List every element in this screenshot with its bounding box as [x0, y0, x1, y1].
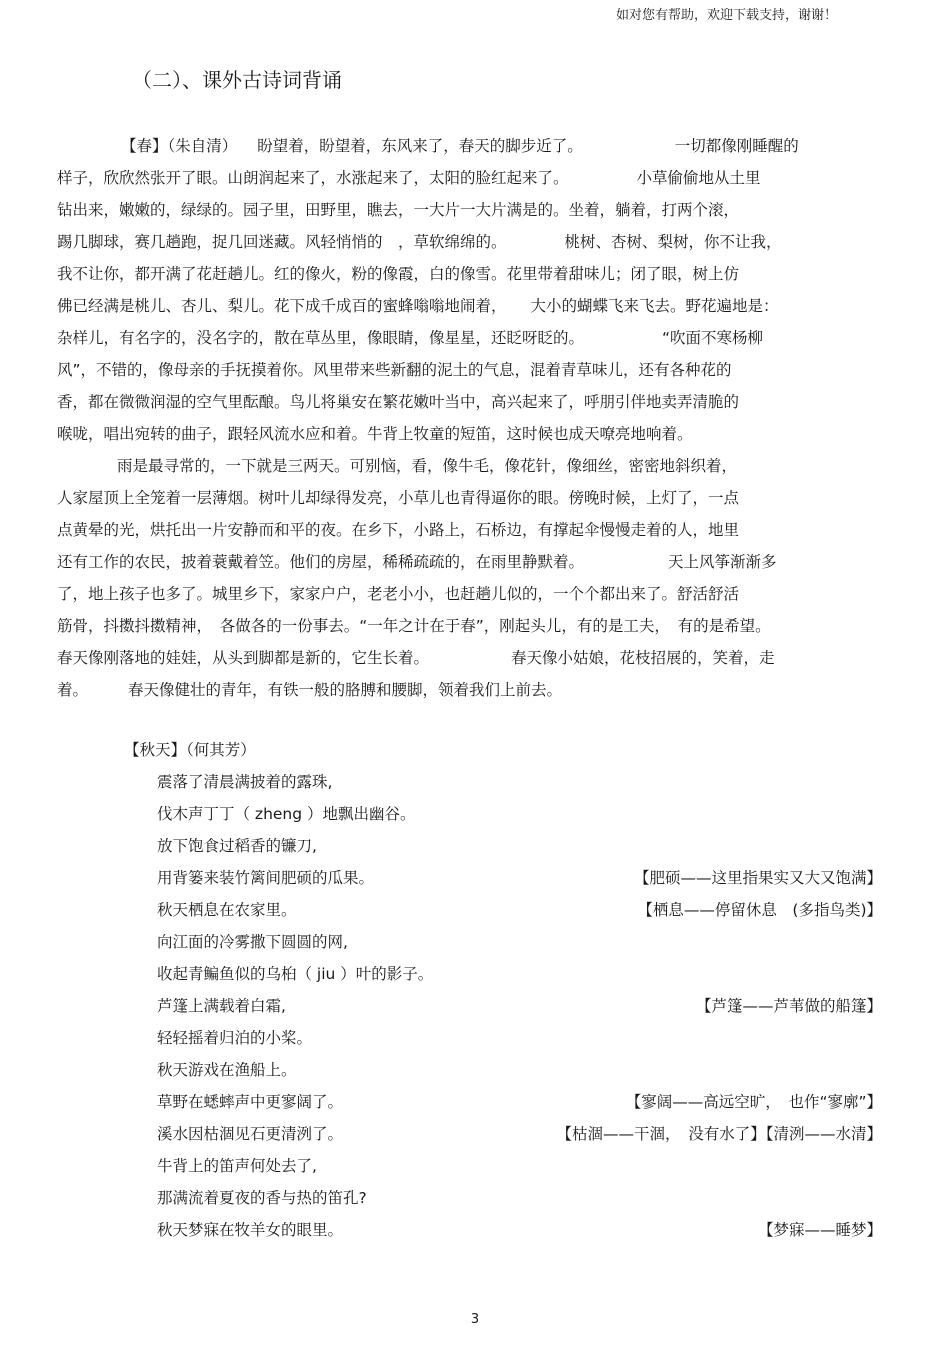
poem-line-text: 溪水因枯涸见石更清洌了。 — [157, 1125, 344, 1143]
chun-segment: 踢几脚球，赛几趟跑，捉几回迷藏。风轻悄悄的 ，草软绵绵的。 — [57, 233, 507, 251]
chun-segment: 钻出来，嫩嫩的，绿绿的。园子里，田野里，瞧去，一大片一大片满是的。坐着，躺着，打两个滚， — [57, 201, 740, 219]
chun-line — [57, 162, 893, 194]
chun-segment: 桃树、杏树、梨树，你不让我， — [564, 233, 782, 251]
poem-line-text: 收起青鳊鱼似的乌桕（ jiu ）叶的影子。 — [157, 965, 434, 983]
chun-line — [57, 674, 893, 706]
poem-line — [157, 864, 882, 896]
poem-line-text: 草野在蟋蟀声中更寥阔了。 — [157, 1093, 344, 1111]
qiutian-title: 【秋天】（何其芳） — [124, 741, 256, 759]
chun-segment: 了，地上孩子也多了。城里乡下，家家户户，老老小小，也赶趟儿似的，一个个都出来了。舒活舒活 — [57, 585, 740, 603]
chun-segment: 春天像刚落地的娃娃，从头到脚都是新的，它生长着。 — [57, 649, 430, 667]
chun-segment: 人家屋顶上全笼着一层薄烟。树叶儿却绿得发亮，小草儿也青得逼你的眼。傍晚时候，上灯了，一点 — [57, 489, 740, 507]
chun-segment: 天上风筝渐渐多 — [668, 553, 777, 571]
chun-line — [57, 290, 893, 322]
qiutian-poem — [157, 768, 882, 1248]
chun-segment: 杂样儿，有名字的，没名字的，散在草丛里，像眼睛，像星星，还眨呀眨的。 — [57, 329, 585, 347]
poem-annotation: 【肥硕——这里指果实又大又饱满】 — [633, 869, 882, 887]
chun-line — [57, 130, 893, 162]
poem-line-text: 用背篓来装竹篱间肥硕的瓜果。 — [157, 869, 375, 887]
poem-line — [157, 1216, 882, 1248]
poem-line — [157, 1024, 882, 1056]
poem-annotation: 【栖息——停留休息 (多指鸟类)】 — [637, 901, 882, 919]
poem-line-text: 秋天游戏在渔船上。 — [157, 1061, 297, 1079]
poem-annotation: 【寥阔——高远空旷， 也作“寥廓”】 — [625, 1093, 882, 1111]
chun-segment: 雨是最寻常的，一下就是三两天。可别恼，看，像牛毛，像花针，像细丝，密密地斜织着， — [117, 457, 738, 475]
chun-line — [57, 354, 893, 386]
chun-line — [57, 450, 893, 482]
chun-line — [57, 194, 893, 226]
poem-line-text: 秋天栖息在农家里。 — [157, 901, 297, 919]
chun-line — [57, 226, 893, 258]
chun-segment: 春天像小姑娘，花枝招展的，笑着，走 — [511, 649, 775, 667]
poem-line-text: 向江面的冷雾撒下圆圆的网, — [157, 933, 348, 951]
chun-segment: “吹面不寒杨柳 — [662, 329, 764, 347]
page-number: 3 — [470, 1312, 480, 1327]
poem-line-text: 秋天梦寐在牧羊女的眼里。 — [157, 1221, 344, 1239]
poem-line — [157, 832, 882, 864]
poem-line — [157, 1120, 882, 1152]
chun-segment: 大小的蝴蝶飞来飞去。野花遍地是： — [530, 297, 779, 315]
poem-line — [157, 960, 882, 992]
poem-line — [157, 1056, 882, 1088]
chun-line — [57, 258, 893, 290]
poem-line — [157, 1088, 882, 1120]
poem-line — [157, 896, 882, 928]
chun-segment: 小草偷偷地从土里 — [636, 169, 761, 187]
poem-line-text: 牛背上的笛声何处去了, — [157, 1157, 317, 1175]
chun-segment: 样子，欣欣然张开了眼。山朗润起来了，水涨起来了，太阳的脸红起来了。 — [57, 169, 569, 187]
poem-annotation: 【芦篷——芦苇做的船篷】 — [695, 997, 882, 1015]
chun-segment: 一切都像刚睡醒的 — [674, 137, 799, 155]
chun-line — [57, 546, 893, 578]
poem-line — [157, 800, 882, 832]
poem-annotation: 【枯涸——干涸， 没有水了】【清洌——水清】 — [556, 1125, 882, 1143]
poem-annotation: 【梦寐——睡梦】 — [757, 1221, 882, 1239]
poem-line-text: 震落了清晨满披着的露珠, — [157, 773, 333, 791]
poem-line — [157, 992, 882, 1024]
chun-segment: 香，都在微微润湿的空气里酝酿。鸟儿将巢安在繁花嫩叶当中，高兴起来了，呼朋引伴地卖弄清脆的 — [57, 393, 740, 411]
chun-line — [57, 322, 893, 354]
poem-line — [157, 1152, 882, 1184]
chun-segment: 【春】（朱自清） — [121, 137, 238, 155]
chun-segment: 点黄晕的光，烘托出一片安静而和平的夜。在乡下，小路上，石桥边，有撑起伞慢慢走着的人，地里 — [57, 521, 740, 539]
poem-line-text: 伐木声丁丁（ zheng ）地飘出幽谷。 — [157, 805, 416, 823]
chun-passage — [57, 130, 893, 706]
chun-segment: 喉咙，唱出宛转的曲子，跟轻风流水应和着。牛背上牧童的短笛，这时候也成天嘹亮地响着。 — [57, 425, 693, 443]
poem-line-text: 那满流着夏夜的香与热的笛孔? — [157, 1189, 367, 1207]
section-title: （二）、课外古诗词背诵 — [132, 68, 342, 92]
poem-line — [157, 768, 882, 800]
chun-segment: 筋骨，抖擞抖擞精神， 各做各的一份事去。“一年之计在于春”，刚起头儿，有的是工夫， 有的是希望。 — [57, 617, 771, 635]
chun-line — [57, 514, 893, 546]
header-note: 如对您有帮助，欢迎下载支持，谢谢！ — [615, 8, 837, 23]
poem-line-text: 放下饱食过稻香的镰刀, — [157, 837, 317, 855]
chun-line — [57, 642, 893, 674]
chun-segment: 春天像健壮的青年，有铁一般的胳膊和腰脚，领着我们上前去。 — [128, 681, 563, 699]
chun-segment: 我不让你，都开满了花赶趟儿。红的像火，粉的像霞，白的像雪。花里带着甜味儿；闭了眼，树上仿 — [57, 265, 740, 283]
chun-line — [57, 386, 893, 418]
chun-line — [57, 418, 893, 450]
chun-line — [57, 578, 893, 610]
chun-segment: 佛已经满是桃儿、杏儿、梨儿。花下成千成百的蜜蜂嗡嗡地闹着， — [57, 297, 507, 315]
chun-segment: 盼望着，盼望着，东风来了，春天的脚步近了。 — [257, 137, 583, 155]
chun-segment: 着。 — [57, 681, 89, 699]
chun-segment: 风”，不错的，像母亲的手抚摸着你。风里带来些新翻的泥土的气息，混着青草味儿，还有各种花的 — [57, 361, 732, 379]
poem-line — [157, 928, 882, 960]
poem-line — [157, 1184, 882, 1216]
chun-line — [57, 482, 893, 514]
chun-line — [57, 610, 893, 642]
poem-line-text: 轻轻摇着归泊的小桨。 — [157, 1029, 313, 1047]
chun-segment: 还有工作的农民，披着蓑戴着笠。他们的房屋，稀稀疏疏的，在雨里静默着。 — [57, 553, 585, 571]
poem-line-text: 芦篷上满载着白霜, — [157, 997, 286, 1015]
